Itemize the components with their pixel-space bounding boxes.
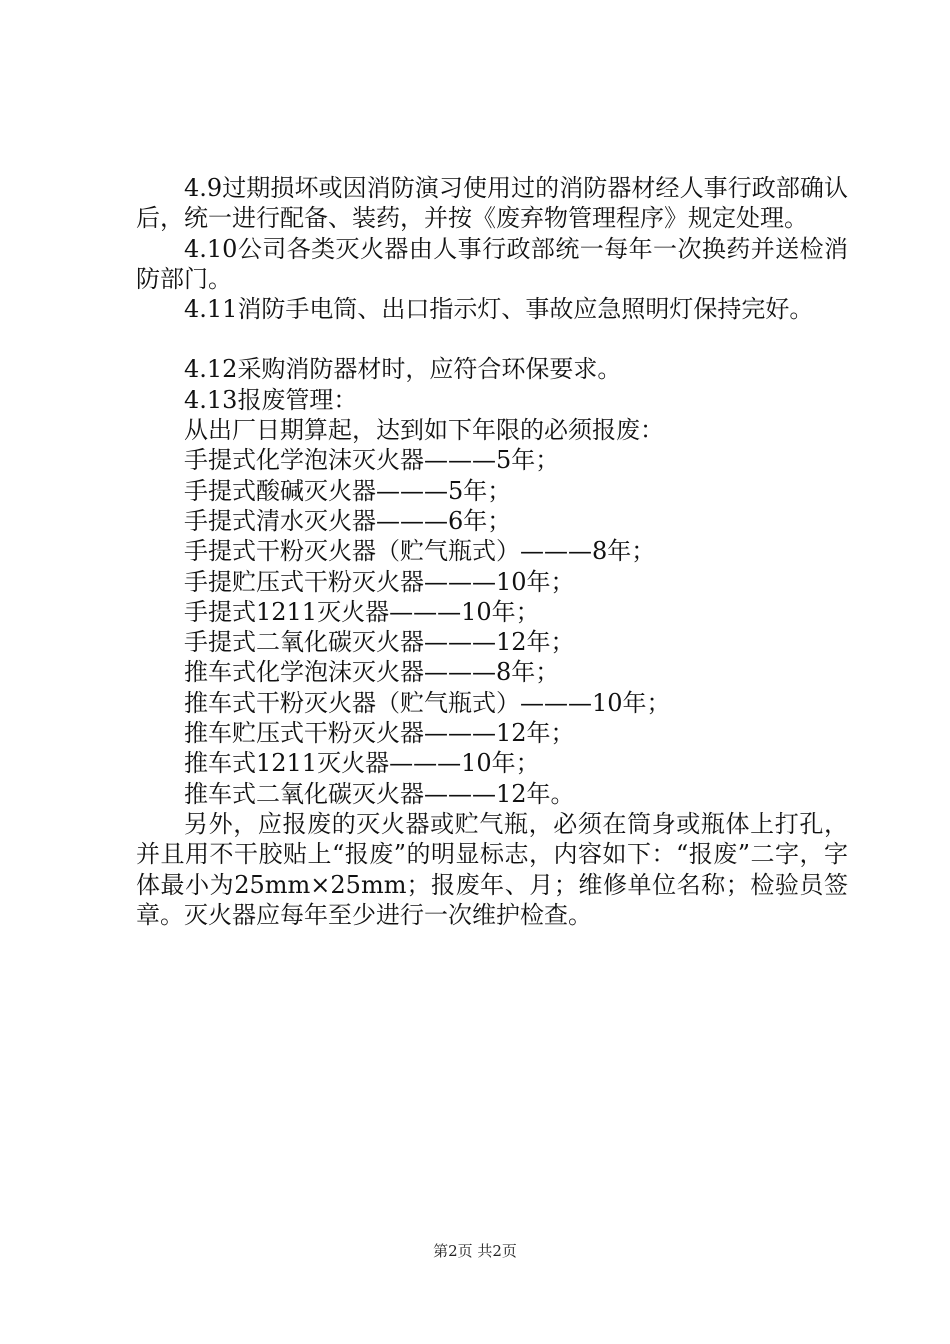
closing-paragraph: 另外，应报废的灭火器或贮气瓶，必须在筒身或瓶体上打孔，并且用不干胶贴上“报废”的明显标志，内容如下：“报废”二字，字体最小为25mm×25mm；报废年、月；维修单位名称；检验员签章。灭火器应每年至少进行一次维护检查。 — [136, 809, 848, 929]
list-item: 手提式清水灭火器———6年； — [184, 506, 512, 535]
document-body — [136, 173, 848, 930]
list-item: 推车贮压式干粉灭火器———12年； — [184, 719, 575, 748]
scrap-intro: 从出厂日期算起，达到如下年限的必须报废： — [184, 416, 664, 445]
paragraph-4-10: 4.10公司各类灭火器由人事行政部统一每年一次换药并送检消防部门。 — [136, 234, 848, 293]
list-item: 手提式干粉灭火器（贮气瓶式）———8年； — [184, 537, 656, 566]
list-item: 手提式1211灭火器———10年； — [184, 597, 540, 626]
paragraph-4-12: 4.12采购消防器材时，应符合环保要求。 — [184, 355, 622, 384]
list-item: 手提式化学泡沫灭火器———5年； — [184, 446, 560, 475]
paragraph-4-13: 4.13报废管理： — [184, 385, 358, 414]
scrap-list — [136, 445, 848, 809]
page-footer: 第2页 共2页 — [433, 1242, 517, 1260]
list-item: 推车式干粉灭火器（贮气瓶式）———10年； — [184, 688, 671, 717]
list-item: 推车式化学泡沫灭火器———8年； — [184, 658, 560, 687]
list-item: 推车式1211灭火器———10年； — [184, 749, 540, 778]
list-item: 手提式酸碱灭火器———5年； — [184, 476, 512, 505]
paragraph-4-9: 4.9过期损坏或因消防演习使用过的消防器材经人事行政部确认后，统一进行配备、装药，并按《废弃物管理程序》规定处理。 — [136, 174, 848, 233]
list-item: 手提式二氧化碳灭火器———12年； — [184, 628, 575, 657]
list-item: 手提贮压式干粉灭火器———10年； — [184, 567, 575, 596]
list-item: 推车式二氧化碳灭火器———12年。 — [184, 779, 575, 808]
paragraph-4-11: 4.11消防手电筒、出口指示灯、事故应急照明灯保持完好。 — [184, 295, 814, 324]
